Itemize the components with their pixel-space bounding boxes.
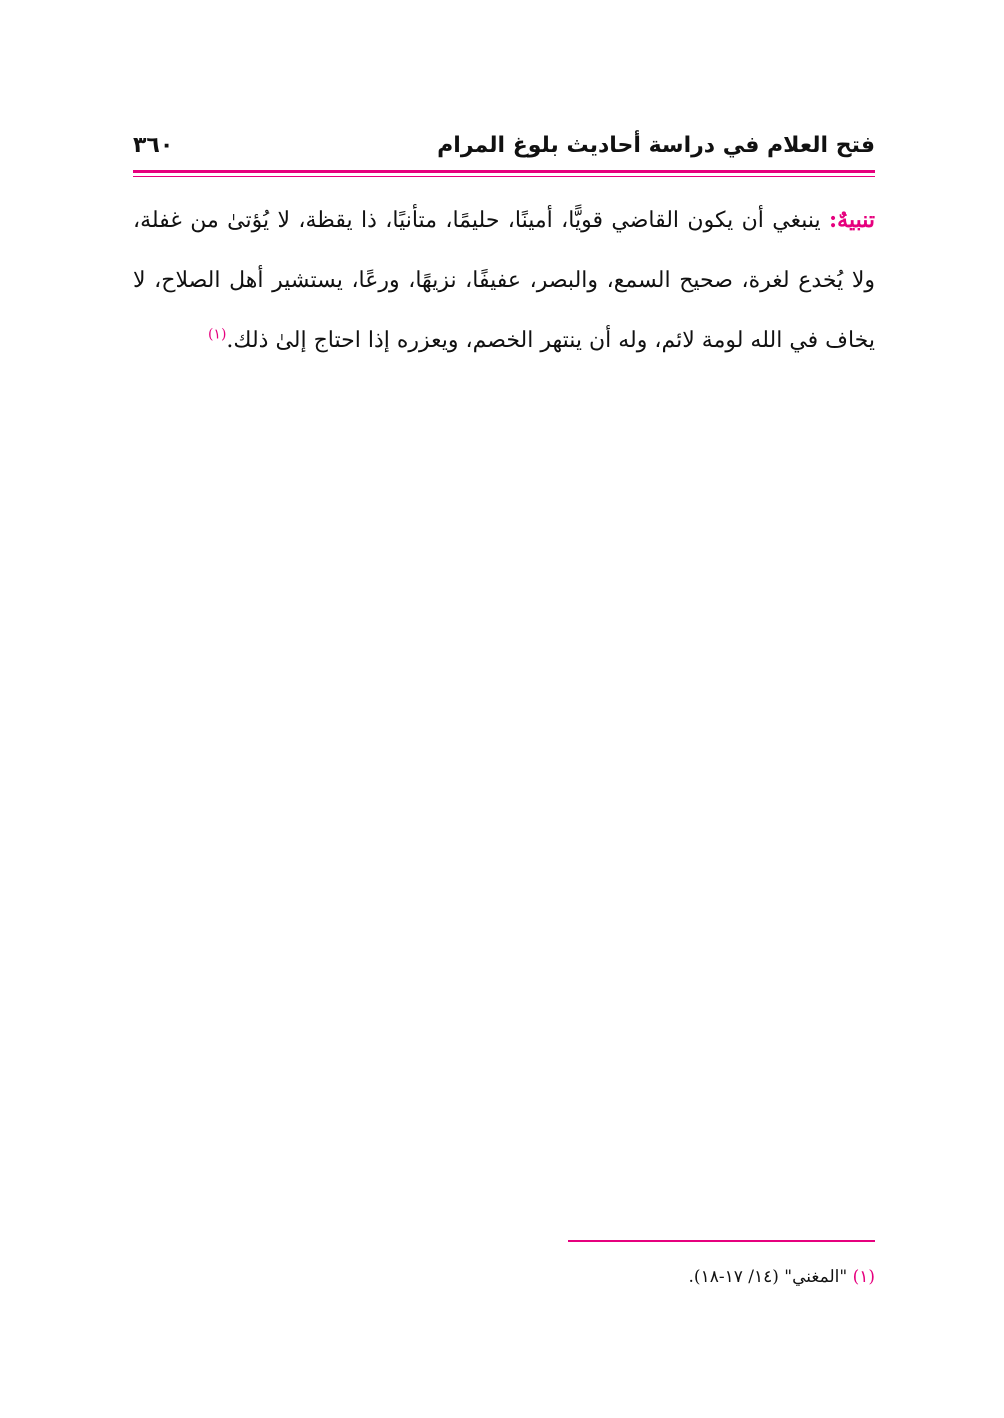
footnote-separator (568, 1240, 875, 1242)
page-number: ٣٦٠ (133, 133, 174, 158)
paragraph-text: ينبغي أن يكون القاضي قويًّا، أمينًا، حليمًا، متأنيًا، ذا يقظة، لا يُؤتىٰ من غفلة، ولا يُخدع لغرة، صحيح السمع، والبصر، عفيفًا، نزيهًا، ورعًا، يستشير أهل الصلاح، لا يخاف في الله لومة لائم، وله أن ينتهر الخصم، ويعزره إذا احتاج إلىٰ ذلك. (133, 208, 875, 353)
book-title: فتح العلام في دراسة أحاديث بلوغ المرام (437, 133, 875, 158)
note-heading: تنبيهٌ: (829, 207, 876, 233)
footnote-text: "المغني" (١٤/ ١٧-١٨). (688, 1267, 848, 1287)
footnote (375, 1262, 875, 1292)
footnote-number: (١) (852, 1267, 875, 1287)
footnote-reference[interactable]: (١) (207, 326, 227, 343)
header-rule-thin (133, 176, 875, 177)
header-rule-thick (133, 170, 875, 173)
main-paragraph (133, 190, 875, 371)
running-header (133, 128, 875, 164)
